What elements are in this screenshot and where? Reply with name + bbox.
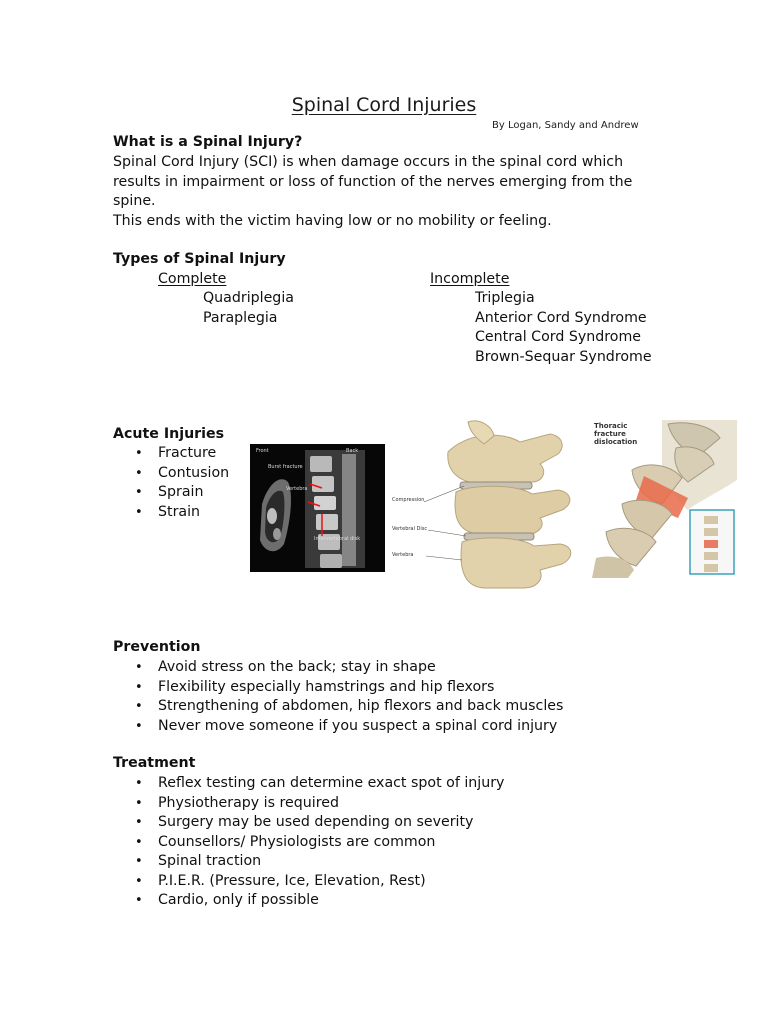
thoracic-figure (592, 420, 737, 578)
incomplete-label: Incomplete (430, 271, 510, 287)
list-item: • Strain (113, 503, 229, 523)
what-paragraph-1: Spinal Cord Injury (SCI) is when damage occurs in the spinal cord which results in impairment or loss of function of the nerves emerging from the spine. (113, 154, 633, 209)
ct-label-disk: Intervertebral disk (314, 536, 361, 542)
complete-item: Quadriplegia (203, 290, 294, 306)
ct-label-vertebra: Vertebra (286, 486, 308, 492)
incomplete-item: Anterior Cord Syndrome (475, 310, 647, 326)
bones-label-vertebra: Vertebra (392, 552, 414, 558)
list-item: • Spinal traction (113, 852, 504, 872)
list-item: • Strengthening of abdomen, hip flexors and back muscles (113, 697, 563, 717)
vertebrae-figure (390, 420, 585, 592)
list-item: • Contusion (113, 464, 229, 484)
ct-label-front: Front (256, 448, 269, 454)
list-item: • Never move someone if you suspect a spinal cord injury (113, 717, 563, 737)
what-paragraph (113, 153, 653, 231)
list-item: • Cardio, only if possible (113, 891, 504, 911)
prevention-list (113, 658, 563, 736)
thoracic-label-line: fracture (594, 430, 626, 438)
list-item: • Surgery may be used depending on severity (113, 813, 504, 833)
what-paragraph-2: This ends with the victim having low or no mobility or feeling. (113, 212, 552, 229)
bones-label-compression: Compression (392, 497, 425, 503)
ct-label-burst-fracture: Burst fracture (268, 464, 303, 470)
list-item: • Physiotherapy is required (113, 794, 504, 814)
ct-label-back: Back (346, 448, 359, 454)
bones-label-disc: Vertebral Disc (392, 526, 428, 532)
acute-heading: Acute Injuries (113, 426, 225, 442)
list-item: • Flexibility especially hamstrings and hip flexors (113, 678, 563, 698)
incomplete-item: Central Cord Syndrome (475, 329, 642, 345)
list-item: • Sprain (113, 483, 229, 503)
complete-item: Paraplegia (203, 310, 278, 326)
ct-scan-figure (250, 444, 385, 572)
list-item: • Fracture (113, 444, 229, 464)
treatment-heading: Treatment (113, 755, 196, 771)
incomplete-item: Brown-Sequar Syndrome (475, 349, 652, 365)
incomplete-item: Triplegia (475, 290, 535, 306)
document-title: Spinal Cord Injuries (291, 94, 477, 116)
thoracic-label (594, 422, 637, 446)
list-item: • P.I.E.R. (Pressure, Ice, Elevation, Rest) (113, 872, 504, 892)
authors-line: By Logan, Sandy and Andrew (492, 120, 639, 131)
list-item: • Reflex testing can determine exact spot of injury (113, 774, 504, 794)
list-item: • Counsellors/ Physiologists are common (113, 833, 504, 853)
list-item: • Avoid stress on the back; stay in shape (113, 658, 563, 678)
complete-label: Complete (158, 271, 227, 287)
acute-list (113, 444, 229, 522)
prevention-heading: Prevention (113, 639, 201, 655)
what-heading: What is a Spinal Injury? (113, 134, 303, 150)
types-heading: Types of Spinal Injury (113, 251, 286, 267)
treatment-list (113, 774, 504, 911)
thoracic-label-line: dislocation (594, 438, 638, 446)
thoracic-label-line: Thoracic (594, 422, 628, 430)
